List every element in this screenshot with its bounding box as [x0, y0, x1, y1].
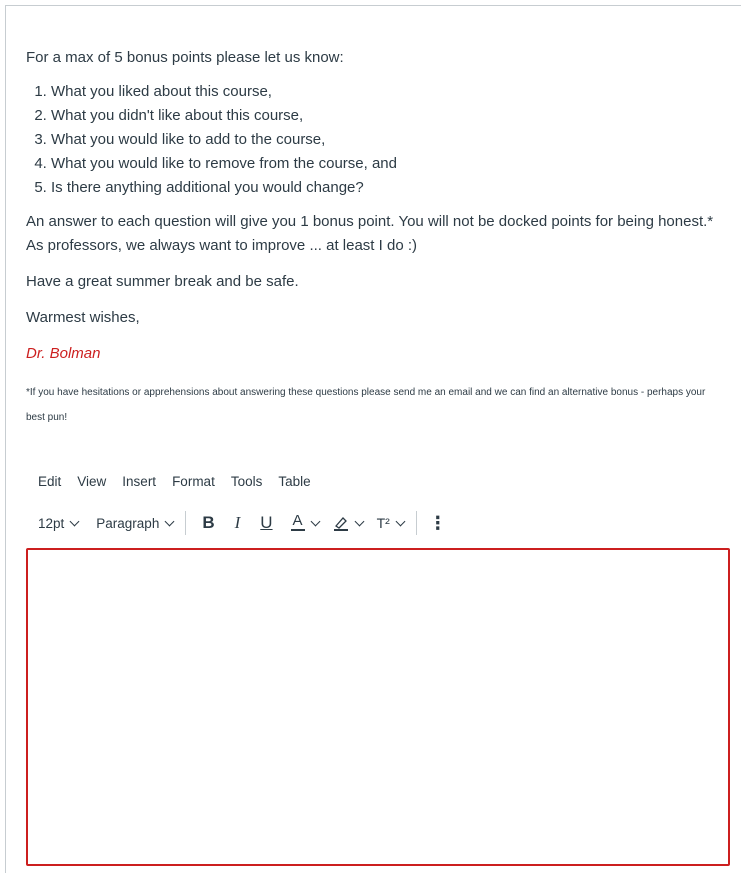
chevron-down-icon — [310, 517, 320, 527]
message-body — [26, 46, 716, 430]
underline-button[interactable]: U — [260, 513, 273, 532]
list-item: 1. What you liked about this course, — [51, 80, 716, 104]
menu-table[interactable]: Table — [278, 474, 311, 489]
italic-button[interactable]: I — [234, 513, 241, 532]
font-size-value: 12pt — [38, 515, 65, 531]
superscript-button[interactable] — [377, 515, 404, 531]
block-format-value: Paragraph — [96, 515, 160, 531]
toolbar-divider — [185, 511, 186, 535]
menu-format[interactable]: Format — [172, 474, 215, 489]
highlighter-icon — [333, 515, 349, 531]
footnote: *If you have hesitations or apprehensions about answering these questions please send me an email and we can find an alternative bonus - perhaps your best pun! — [26, 387, 706, 423]
block-format-dropdown[interactable] — [96, 516, 173, 531]
menu-tools[interactable]: Tools — [230, 474, 263, 489]
closing-text: Warmest wishes, — [26, 309, 140, 326]
chevron-down-icon — [395, 517, 405, 527]
toolbar-divider — [416, 511, 417, 535]
highlight-color-button[interactable] — [333, 515, 363, 531]
summer-text: Have a great summer break and be safe. — [26, 273, 299, 290]
question-list — [26, 80, 716, 200]
bold-button[interactable]: B — [202, 513, 215, 532]
list-item: 4. What you would like to remove from the course, and — [51, 152, 716, 176]
intro-text: For a max of 5 bonus points please let us know: — [26, 49, 344, 66]
editor-menubar — [38, 474, 327, 489]
superscript-icon: T² — [376, 515, 390, 531]
chevron-down-icon — [165, 517, 175, 527]
answer-note: An answer to each question will give you 1 bonus point. You will not be docked points for being honest.* As professors, we always want to improve ... at least I do :) — [26, 213, 714, 254]
list-item: 5. Is there anything additional you would change? — [51, 176, 716, 200]
editor-toolbar — [38, 510, 447, 536]
signature: Dr. Bolman — [26, 345, 101, 362]
menu-edit[interactable]: Edit — [38, 474, 62, 489]
font-color-icon: A — [292, 512, 303, 529]
list-item: 2. What you didn't like about this course, — [51, 104, 716, 128]
font-color-button[interactable] — [291, 512, 319, 531]
menu-insert[interactable]: Insert — [122, 474, 157, 489]
chevron-down-icon — [70, 517, 80, 527]
list-item: 3. What you would like to add to the course, — [51, 128, 716, 152]
chevron-down-icon — [354, 517, 364, 527]
more-options-icon[interactable]: ⋮ — [428, 512, 447, 533]
rich-text-editor[interactable] — [26, 548, 730, 866]
menu-view[interactable]: View — [77, 474, 107, 489]
font-size-dropdown[interactable] — [38, 516, 78, 531]
